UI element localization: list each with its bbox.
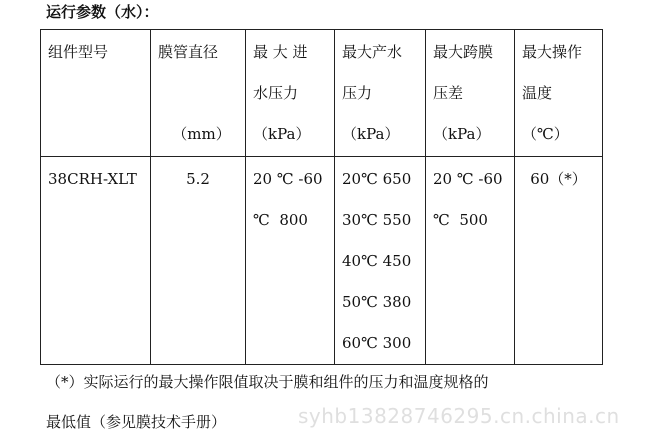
header-max-feed-pressure (246, 30, 335, 157)
cell-max-feed-pressure-line-1: 20 ℃ -60 (253, 170, 323, 188)
header-diameter-unit: （mm） (172, 125, 231, 143)
header-max-temp-line-2: 温度 (522, 84, 553, 102)
table-header-row (41, 30, 603, 157)
header-max-temp-unit: （℃） (522, 125, 569, 143)
header-model-line-1: 组件型号 (48, 43, 109, 61)
cell-max-tmp-line-2: ℃ 500 (433, 211, 488, 229)
cell-max-product-pressure-line-2: 30℃ 550 (342, 211, 412, 229)
cell-max-tmp-line-1: 20 ℃ -60 (433, 170, 503, 188)
header-diameter-line-2 (158, 73, 245, 114)
header-model (41, 30, 151, 157)
cell-max-product-pressure-line-4: 50℃ 380 (342, 293, 412, 311)
header-max-transmembrane-pressure (426, 30, 515, 157)
header-max-product-pressure (335, 30, 426, 157)
header-max-feed-pressure-line-1: 最 大 进 (253, 43, 308, 61)
header-max-product-pressure-unit: （kPa） (342, 125, 400, 143)
cell-max-feed-pressure (246, 157, 335, 365)
header-diameter-line-1: 膜管直径 (158, 43, 219, 61)
cell-max-product-pressure-line-1: 20℃ 650 (342, 170, 412, 188)
operating-parameters-table (40, 29, 603, 365)
header-max-feed-pressure-unit: （kPa） (253, 125, 311, 143)
watermark: syhb13828746295.cn.china.cn (298, 404, 620, 428)
cell-model (41, 157, 151, 365)
header-max-temp-line-1: 最大操作 (522, 43, 583, 61)
table-row (41, 157, 603, 365)
cell-max-temp-value: 60（*） (530, 170, 587, 188)
header-max-feed-pressure-line-2: 水压力 (253, 84, 299, 102)
section-heading: 运行参数（水）： (46, 3, 159, 21)
header-diameter (151, 30, 246, 157)
cell-max-transmembrane-pressure (426, 157, 515, 365)
cell-max-product-pressure-line-5: 60℃ 300 (342, 334, 412, 352)
header-max-operating-temperature (515, 30, 603, 157)
header-max-tmp-line-2: 压差 (433, 84, 464, 102)
footnote-line-1: （*）实际运行的最大操作限值取决于膜和组件的压力和温度规格的 (46, 373, 489, 391)
cell-model-value: 38CRH-XLT (48, 170, 137, 188)
header-max-tmp-unit: （kPa） (433, 125, 491, 143)
cell-max-operating-temperature (515, 157, 603, 365)
header-max-product-pressure-line-2: 压力 (342, 84, 373, 102)
cell-max-feed-pressure-line-2: ℃ 800 (253, 211, 308, 229)
cell-diameter-value: 5.2 (186, 170, 210, 188)
cell-max-product-pressure (335, 157, 426, 365)
cell-max-product-pressure-line-3: 40℃ 450 (342, 252, 412, 270)
header-max-tmp-line-1: 最大跨膜 (433, 43, 494, 61)
header-max-product-pressure-line-1: 最大产水 (342, 43, 403, 61)
footnote-line-2: 最低值（参见膜技术手册） (46, 413, 227, 431)
cell-diameter (151, 157, 246, 365)
